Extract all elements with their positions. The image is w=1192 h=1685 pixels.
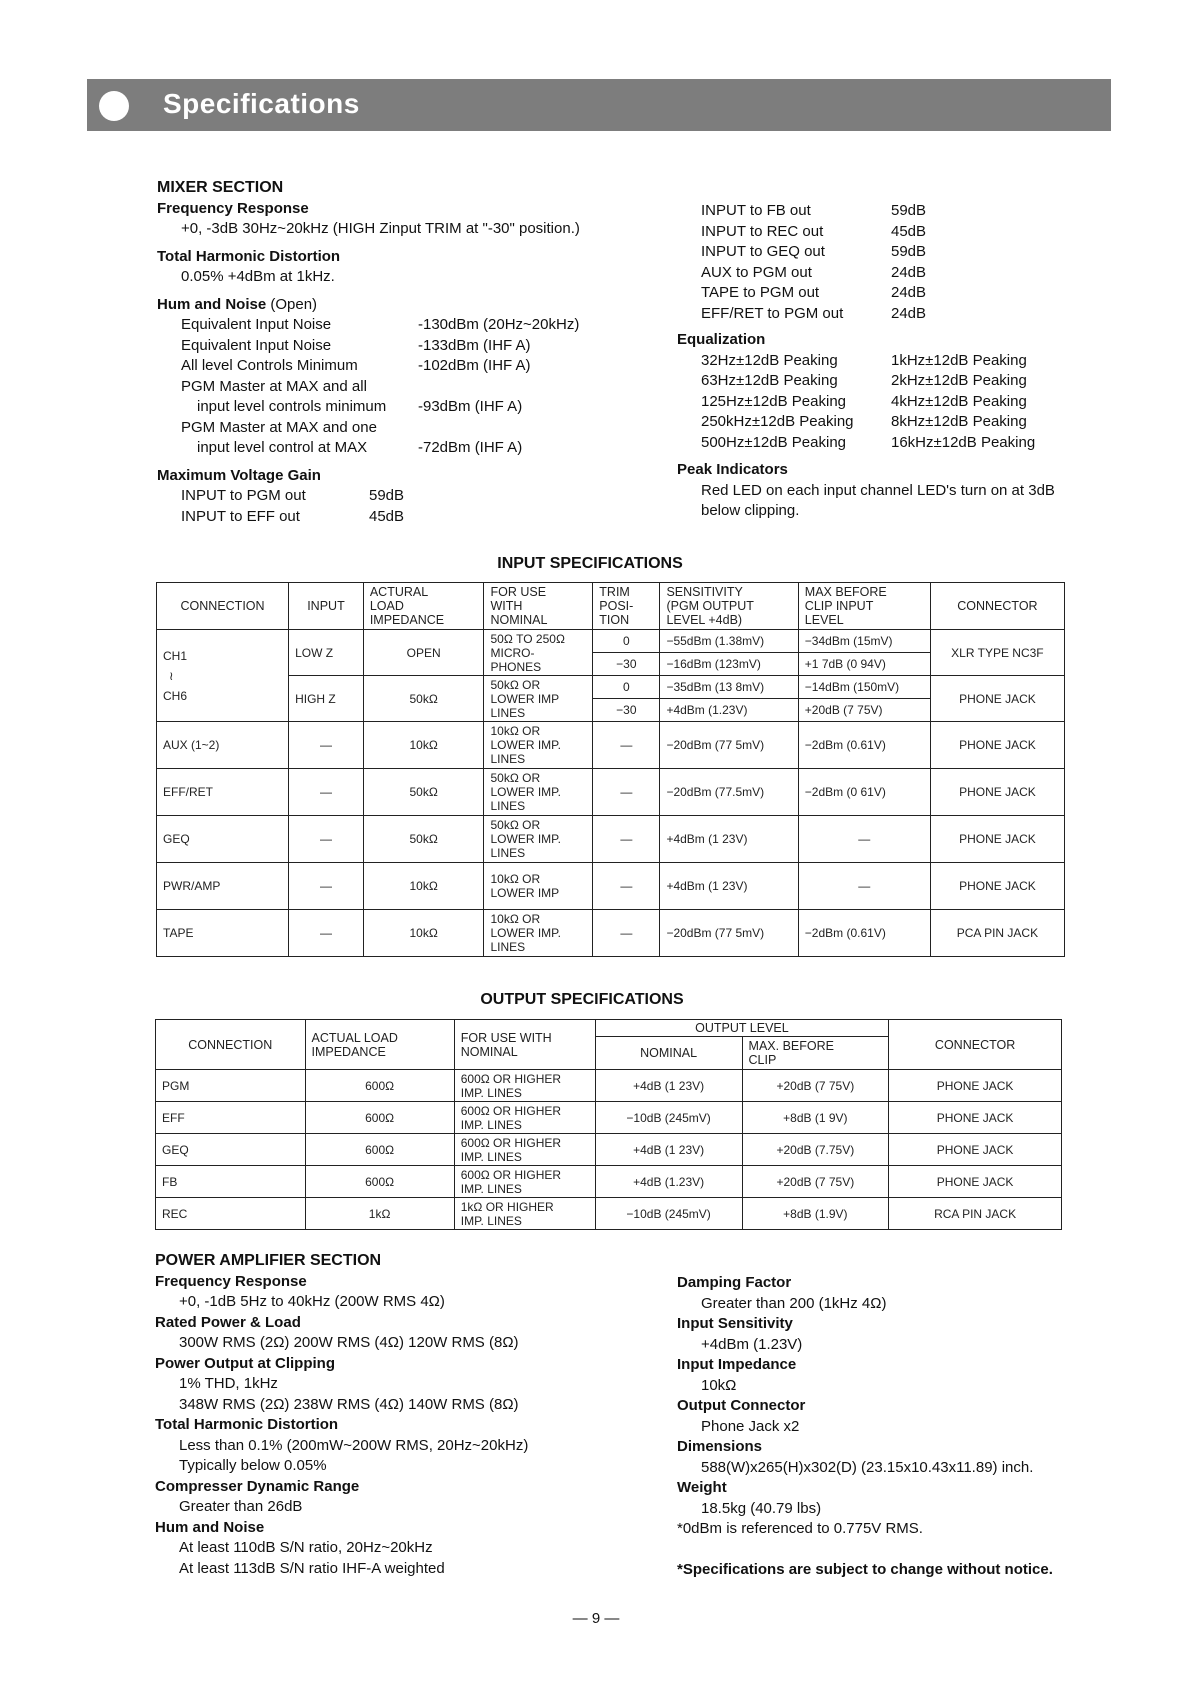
eq-band-left: 125Hz±12dB Peaking: [701, 392, 846, 410]
connector-cell: PHONE JACK: [889, 1102, 1062, 1134]
gain-value: 59dB: [369, 487, 405, 504]
max-clip-cell: +20dB (7.75V): [742, 1134, 889, 1166]
ch-first: CH1: [163, 648, 188, 663]
input-cell: —: [289, 769, 364, 816]
max-clip-cell: +20dB (7 75V): [742, 1166, 889, 1198]
sensitivity-cell: −35dBm (13 8mV): [660, 676, 798, 699]
sensitivity-cell: +4dBm (1 23V): [660, 863, 798, 910]
max-clip-cell: +8dB (1 9V): [742, 1102, 889, 1134]
max-clip-cell: −2dBm (0.61V): [798, 722, 930, 769]
mixer-left-column: [157, 178, 580, 527]
output-header-cell: CONNECTION: [156, 1020, 306, 1070]
max-clip-cell: −2dBm (0.61V): [798, 910, 930, 957]
load-cell: 10kΩ: [363, 863, 484, 910]
gain-label: INPUT to GEQ out: [701, 243, 825, 260]
eq-band-right: 4kHz±12dB Peaking: [891, 392, 1027, 410]
freq-response-value: +0, -3dB 30Hz~20kHz (HIGH Zinput TRIM at "-30" position.): [181, 220, 580, 237]
connector-cell: PHONE JACK: [930, 722, 1064, 769]
hum-noise-heading: Hum and Noise: [157, 295, 267, 313]
output-header-cell: CONNECTOR: [889, 1020, 1062, 1070]
connection-cell: GEQ: [156, 1134, 306, 1166]
input-header-cell: ACTURAL LOAD IMPEDANCE: [363, 583, 484, 630]
power-spec-heading: Compresser Dynamic Range: [155, 1477, 360, 1495]
freq-response-heading: Frequency Response: [157, 199, 309, 217]
page-number: — 9 —: [572, 1610, 620, 1627]
input-header-cell: CONNECTOR: [930, 583, 1064, 630]
gain-label: INPUT to REC out: [701, 222, 824, 240]
load-cell: 50kΩ: [363, 769, 484, 816]
use-cell: 50kΩ OR LOWER IMP. LINES: [484, 769, 593, 816]
nominal-cell: +4dB (1 23V): [595, 1070, 742, 1102]
load-cell: 10kΩ: [363, 910, 484, 957]
eq-row: [677, 412, 1055, 433]
ch-high-use: 50kΩ OR LOWER IMP LINES: [484, 676, 593, 722]
connection-cell: GEQ: [157, 816, 289, 863]
hum-row: [157, 438, 580, 459]
trim-cell: —: [593, 769, 660, 816]
input-header-cell: FOR USE WITH NOMINAL: [484, 583, 593, 630]
sensitivity-cell: +4dBm (1.23V): [660, 699, 798, 722]
power-spec-value: Phone Jack x2: [701, 1417, 800, 1435]
sensitivity-cell: −20dBm (77 5mV): [660, 722, 798, 769]
gain-value: 24dB: [891, 284, 927, 301]
load-cell: 1kΩ: [305, 1198, 454, 1230]
connection-cell: REC: [156, 1198, 306, 1230]
connector-cell: PHONE JACK: [930, 863, 1064, 910]
trim-cell: —: [593, 722, 660, 769]
gain-row: [677, 304, 1055, 325]
use-cell: 1kΩ OR HIGHER IMP. LINES: [454, 1198, 595, 1230]
input-cell: —: [289, 910, 364, 957]
gain-row: [157, 507, 580, 528]
specs-change-note: *Specifications are subject to change without notice.: [677, 1560, 1053, 1578]
equalization-heading: Equalization: [677, 331, 766, 348]
gain-row: [677, 242, 1055, 263]
power-spec-value: Greater than 200 (1kHz 4Ω): [701, 1294, 887, 1312]
connector-cell: PHONE JACK: [889, 1134, 1062, 1166]
gain-label: INPUT to PGM out: [181, 487, 306, 504]
power-spec-heading: Rated Power & Load: [155, 1313, 301, 1331]
trim-cell: —: [593, 910, 660, 957]
power-spec-value: 300W RMS (2Ω) 200W RMS (4Ω) 120W RMS (8Ω): [179, 1334, 519, 1351]
sensitivity-cell: +4dBm (1 23V): [660, 816, 798, 863]
input-header-cell: TRIM POSI- TION: [593, 583, 660, 630]
gain-value: 45dB: [891, 222, 927, 240]
gain-row: [677, 222, 1055, 243]
hum-row: [157, 377, 580, 398]
connector-cell: PHONE JACK: [930, 816, 1064, 863]
nominal-cell: −10dB (245mV): [595, 1198, 742, 1230]
connection-cell: EFF: [156, 1102, 306, 1134]
power-spec-heading: Damping Factor: [677, 1274, 792, 1291]
power-spec-value: +0, -1dB 5Hz to 40kHz (200W RMS 4Ω): [179, 1293, 445, 1310]
input-cell: —: [289, 722, 364, 769]
trim-cell: −30: [593, 653, 660, 676]
output-specs-title: [0, 991, 1192, 1009]
power-spec-value: Greater than 26dB: [179, 1498, 303, 1515]
input-row: [157, 863, 1065, 910]
connector-cell: PCA PIN JACK: [930, 910, 1064, 957]
input-header-cell: CONNECTION: [157, 583, 289, 630]
connector-cell: PHONE JACK: [889, 1070, 1062, 1102]
gain-label: AUX to PGM out: [701, 263, 812, 281]
max-clip-cell: +20dB (7 75V): [798, 699, 930, 722]
hum-row: [157, 356, 580, 377]
gain-label: TAPE to PGM out: [701, 284, 820, 301]
sensitivity-cell: −16dBm (123mV): [660, 653, 798, 676]
page-title: Specifications: [163, 88, 360, 119]
hum-value: -72dBm (IHF A): [418, 439, 523, 456]
peak-indicators-line1: Red LED on each input channel LED's turn on at 3dB: [701, 481, 1055, 499]
hum-label: input level controls minimum: [197, 398, 387, 415]
hum-row: [157, 397, 580, 418]
gain-label: EFF/RET to PGM out: [701, 304, 844, 322]
output-header-row: [156, 1020, 1062, 1037]
power-spec-value: 588(W)x265(H)x302(D) (23.15x10.43x11.89) inch.: [701, 1458, 1034, 1476]
hum-value: -130dBm (20Hz~20kHz): [418, 316, 580, 333]
output-header-cell: ACTUAL LOAD IMPEDANCE: [305, 1020, 454, 1070]
input-row: [157, 722, 1065, 769]
use-cell: 10kΩ OR LOWER IMP. LINES: [484, 722, 593, 769]
use-cell: 10kΩ OR LOWER IMP. LINES: [484, 910, 593, 957]
connector-cell: RCA PIN JACK: [889, 1198, 1062, 1230]
max-clip-cell: +1 7dB (0 94V): [798, 653, 930, 676]
hum-noise-list: [157, 315, 580, 459]
ch-high-input: HIGH Z: [289, 676, 364, 722]
use-cell: 600Ω OR HIGHER IMP. LINES: [454, 1070, 595, 1102]
input-header-cell: INPUT: [289, 583, 364, 630]
eq-row: [677, 433, 1055, 454]
trim-cell: —: [593, 863, 660, 910]
bullet-circle-icon: [99, 91, 129, 121]
hum-noise-heading-line: [157, 295, 580, 316]
connector-cell: PHONE JACK: [930, 676, 1064, 722]
power-spec-value: Less than 0.1% (200mW~200W RMS, 20Hz~20kHz): [179, 1436, 529, 1454]
power-right-list: [677, 1273, 1053, 1519]
eq-band-left: 32Hz±12dB Peaking: [701, 351, 838, 369]
connection-cell: PWR/AMP: [157, 863, 289, 910]
hum-value: -93dBm (IHF A): [418, 398, 523, 415]
ch-range-icon: ≀: [169, 668, 174, 683]
connection-cell: AUX (1~2): [157, 722, 289, 769]
eq-band-left: 500Hz±12dB Peaking: [701, 433, 846, 451]
gain-label: INPUT to FB out: [701, 202, 811, 219]
power-spec-value: At least 113dB S/N ratio IHF-A weighted: [179, 1559, 445, 1577]
eq-band-right: 1kHz±12dB Peaking: [891, 351, 1027, 369]
max-clip-cell: +20dB (7 75V): [742, 1070, 889, 1102]
thd-heading: Total Harmonic Distortion: [157, 247, 341, 265]
hum-label: input level control at MAX: [197, 439, 368, 456]
output-row: [156, 1198, 1062, 1230]
use-cell: 600Ω OR HIGHER IMP. LINES: [454, 1166, 595, 1198]
section-banner: [87, 79, 1111, 131]
dbm-reference-note: *0dBm is referenced to 0.775V RMS.: [677, 1520, 923, 1537]
nominal-cell: −10dB (245mV): [595, 1102, 742, 1134]
connection-cell: PGM: [156, 1070, 306, 1102]
max-clip-cell: +8dB (1.9V): [742, 1198, 889, 1230]
gain-value: 59dB: [891, 202, 927, 219]
use-cell: 600Ω OR HIGHER IMP. LINES: [454, 1134, 595, 1166]
load-cell: 50kΩ: [363, 816, 484, 863]
input-header-cell: SENSITIVITY (PGM OUTPUT LEVEL +4dB): [660, 583, 798, 630]
power-left-column: [155, 1251, 528, 1579]
load-cell: 600Ω: [305, 1134, 454, 1166]
use-cell: 600Ω OR HIGHER IMP. LINES: [454, 1102, 595, 1134]
max-gain-heading: Maximum Voltage Gain: [157, 466, 321, 484]
power-spec-heading: Total Harmonic Distortion: [155, 1416, 339, 1433]
input-header-cell: MAX BEFORE CLIP INPUT LEVEL: [798, 583, 930, 630]
power-spec-value: Typically below 0.05%: [179, 1457, 327, 1474]
power-spec-value: +4dBm (1.23V): [701, 1335, 803, 1353]
power-spec-heading: Input Sensitivity: [677, 1315, 793, 1332]
input-cell: —: [289, 816, 364, 863]
load-cell: 600Ω: [305, 1102, 454, 1134]
gain-value: 45dB: [369, 507, 405, 525]
max-clip-cell: −34dBm (15mV): [798, 630, 930, 653]
hum-row: [157, 336, 580, 357]
power-spec-heading: Weight: [677, 1479, 727, 1496]
thd-value: 0.05% +4dBm at 1kHz.: [181, 268, 335, 285]
gain-row: [157, 486, 580, 507]
max-clip-cell: —: [798, 816, 930, 863]
power-spec-value: 348W RMS (2Ω) 238W RMS (4Ω) 140W RMS (8Ω): [179, 1395, 519, 1413]
power-spec-heading: Output Connector: [677, 1397, 806, 1414]
output-specs-title-text: OUTPUT SPECIFICATIONS: [480, 991, 684, 1008]
input-specs-title: [0, 555, 1192, 573]
input-ch-row: [157, 630, 1065, 653]
input-specs-title-text: INPUT SPECIFICATIONS: [497, 555, 683, 572]
max-gain-list-right: [677, 201, 1055, 324]
gain-value: 24dB: [891, 304, 927, 322]
hum-label: PGM Master at MAX and one: [181, 418, 377, 436]
sensitivity-cell: −20dBm (77 5mV): [660, 910, 798, 957]
input-row: [157, 769, 1065, 816]
hum-noise-suffix: (Open): [266, 295, 318, 313]
output-level-header: OUTPUT LEVEL: [595, 1020, 888, 1037]
max-clip-cell: −2dBm (0 61V): [798, 769, 930, 816]
equalization-list: [677, 351, 1055, 454]
hum-label: Equivalent Input Noise: [181, 336, 332, 354]
eq-row: [677, 351, 1055, 372]
max-clip-cell: —: [798, 863, 930, 910]
sensitivity-cell: −20dBm (77.5mV): [660, 769, 798, 816]
input-header-row: [157, 583, 1065, 630]
mixer-right-column: [677, 201, 1055, 522]
power-spec-value: 1% THD, 1kHz: [179, 1375, 278, 1392]
trim-cell: −30: [593, 699, 660, 722]
ch-high-load: 50kΩ: [363, 676, 484, 722]
connector-cell: XLR TYPE NC3F: [930, 630, 1064, 676]
eq-row: [677, 392, 1055, 413]
output-header-cell: FOR USE WITH NOMINAL: [454, 1020, 595, 1070]
connector-cell: PHONE JACK: [889, 1166, 1062, 1198]
hum-row: [157, 315, 580, 336]
power-spec-heading: Power Output at Clipping: [155, 1354, 335, 1372]
input-row: [157, 910, 1065, 957]
output-row: [156, 1166, 1062, 1198]
eq-band-right: 16kHz±12dB Peaking: [891, 433, 1036, 451]
connection-cell: FB: [156, 1166, 306, 1198]
gain-label: INPUT to EFF out: [181, 507, 300, 525]
nominal-cell: +4dB (1 23V): [595, 1134, 742, 1166]
eq-band-right: 8kHz±12dB Peaking: [891, 413, 1027, 430]
power-section-heading: POWER AMPLIFIER SECTION: [155, 1252, 382, 1269]
ch-last: CH6: [163, 688, 188, 703]
ch-connection-cell: [157, 630, 289, 722]
power-spec-value: 10kΩ: [701, 1376, 737, 1394]
gain-value: 59dB: [891, 243, 927, 260]
ch-low-use: 50Ω TO 250Ω MICRO- PHONES: [484, 630, 593, 676]
hum-value: -133dBm (IHF A): [418, 336, 531, 354]
trim-cell: —: [593, 816, 660, 863]
load-cell: 10kΩ: [363, 722, 484, 769]
gain-row: [677, 263, 1055, 284]
power-spec-heading: Frequency Response: [155, 1272, 307, 1290]
output-specs-table: [155, 1019, 1062, 1230]
trim-cell: 0: [593, 676, 660, 699]
use-cell: 10kΩ OR LOWER IMP: [484, 863, 593, 910]
connection-cell: EFF/RET: [157, 769, 289, 816]
input-row: [157, 816, 1065, 863]
max-clip-cell: −14dBm (150mV): [798, 676, 930, 699]
power-spec-value: At least 110dB S/N ratio, 20Hz~20kHz: [179, 1539, 433, 1556]
eq-band-left: 250kHz±12dB Peaking: [701, 413, 854, 430]
input-ch-row: [157, 676, 1065, 699]
gain-row: [677, 283, 1055, 304]
load-cell: 600Ω: [305, 1166, 454, 1198]
hum-value: -102dBm (IHF A): [418, 357, 531, 374]
trim-cell: 0: [593, 630, 660, 653]
input-cell: —: [289, 863, 364, 910]
max-gain-list: [157, 486, 580, 527]
power-spec-value: 18.5kg (40.79 lbs): [701, 1499, 822, 1517]
ch-low-input: LOW Z: [289, 630, 364, 676]
hum-row: [157, 418, 580, 439]
connector-cell: PHONE JACK: [930, 769, 1064, 816]
input-specs-table: [156, 582, 1065, 957]
gain-value: 24dB: [891, 263, 927, 281]
ch-low-load: OPEN: [363, 630, 484, 676]
connection-cell: TAPE: [157, 910, 289, 957]
output-row: [156, 1134, 1062, 1166]
nominal-cell: +4dB (1.23V): [595, 1166, 742, 1198]
hum-label: Equivalent Input Noise: [181, 316, 332, 333]
peak-indicators-heading: Peak Indicators: [677, 461, 788, 478]
power-left-list: [155, 1272, 528, 1580]
gain-row: [677, 201, 1055, 222]
power-spec-heading: Hum and Noise: [155, 1518, 265, 1536]
power-right-column: [677, 1273, 1053, 1580]
power-spec-heading: Dimensions: [677, 1438, 763, 1455]
use-cell: 50kΩ OR LOWER IMP. LINES: [484, 816, 593, 863]
hum-label: PGM Master at MAX and all: [181, 377, 367, 395]
load-cell: 600Ω: [305, 1070, 454, 1102]
output-row: [156, 1102, 1062, 1134]
eq-band-left: 63Hz±12dB Peaking: [701, 372, 838, 389]
sensitivity-cell: −55dBm (1.38mV): [660, 630, 798, 653]
output-row: [156, 1070, 1062, 1102]
mixer-section-heading: MIXER SECTION: [157, 179, 284, 196]
output-header-cell: NOMINAL: [595, 1037, 742, 1070]
peak-indicators-line2: below clipping.: [701, 502, 800, 519]
eq-band-right: 2kHz±12dB Peaking: [891, 372, 1027, 389]
output-header-cell: MAX. BEFORE CLIP: [742, 1037, 889, 1070]
hum-label: All level Controls Minimum: [181, 357, 358, 374]
eq-row: [677, 371, 1055, 392]
power-spec-heading: Input Impedance: [677, 1356, 797, 1373]
